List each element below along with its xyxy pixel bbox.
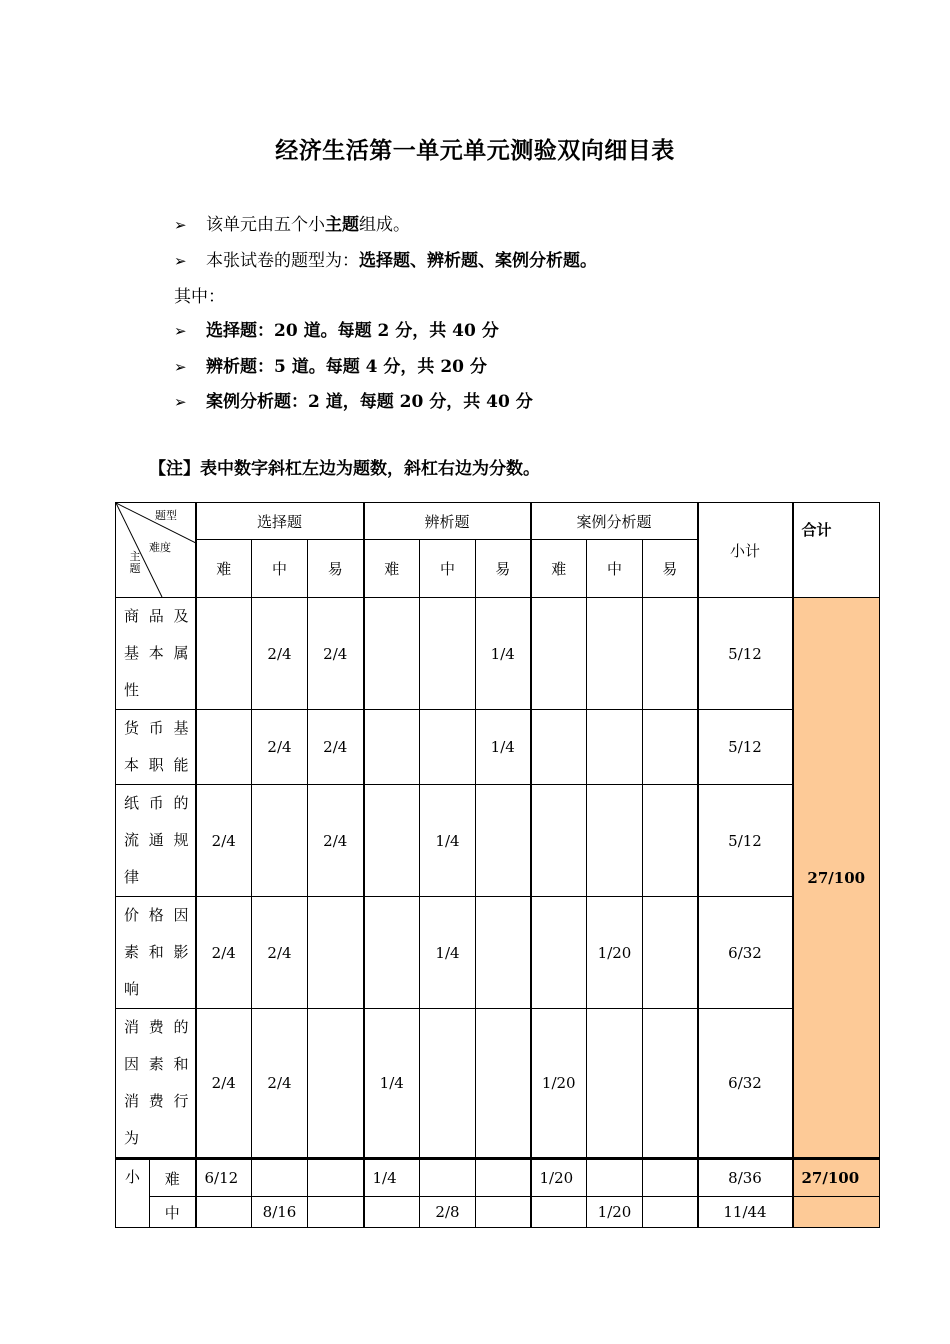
summary-total	[793, 1197, 880, 1228]
score-cell: 2/4	[308, 785, 364, 897]
summary-cell	[308, 1159, 364, 1197]
summary-cell	[476, 1159, 531, 1197]
summary-cell: 8/16	[252, 1197, 308, 1228]
spec-table	[115, 502, 880, 1228]
summary-row	[116, 1159, 880, 1197]
score-cell: 1/20	[587, 897, 643, 1009]
table-row	[116, 710, 880, 785]
score-cell: 1/4	[476, 710, 531, 785]
intro-text: 案例分析题：2 道，每题 20 分，共 40 分	[206, 392, 533, 412]
topic-cell: 货 币 基 本职能	[116, 710, 196, 785]
bullet-arrow-icon: ➢	[174, 252, 187, 270]
score-cell: 1/4	[420, 785, 476, 897]
summary-cell: 1/4	[364, 1159, 420, 1197]
score-cell	[364, 785, 420, 897]
table-row	[116, 897, 880, 1009]
score-cell	[643, 710, 698, 785]
topic-cell: 价 格 因 素 和 影 响	[116, 897, 196, 1009]
intro-line	[174, 282, 225, 307]
score-cell	[643, 1009, 698, 1159]
summary-cell	[476, 1197, 531, 1228]
corner-difficulty-label: 难度	[149, 541, 171, 554]
intro-line	[174, 210, 410, 235]
score-cell	[308, 1009, 364, 1159]
intro-line	[174, 387, 533, 412]
level-header: 易	[476, 540, 531, 598]
intro-line	[174, 352, 487, 377]
score-cell	[476, 897, 531, 1009]
level-header: 难	[196, 540, 252, 598]
score-cell: 2/4	[196, 1009, 252, 1159]
table-row	[116, 785, 880, 897]
score-cell	[364, 598, 420, 710]
score-cell: 1/4	[476, 598, 531, 710]
page-title: 经济生活第一单元单元测验双向细目表	[275, 138, 675, 164]
intro-text: 辨析题：5 道。每题 4 分，共 20 分	[206, 357, 487, 377]
level-header: 中	[587, 540, 643, 598]
summary-subtotal: 8/36	[698, 1159, 793, 1197]
score-cell: 2/4	[252, 598, 308, 710]
bullet-arrow-icon: ➢	[174, 393, 187, 411]
corner-type-label: 题型	[155, 509, 177, 522]
score-cell: 2/4	[196, 897, 252, 1009]
subtotal-cell: 6/32	[698, 1009, 793, 1159]
group-header-case: 案例分析题	[531, 503, 698, 540]
subtotal-cell: 5/12	[698, 785, 793, 897]
score-cell	[531, 598, 587, 710]
subtotal-cell: 5/12	[698, 598, 793, 710]
intro-text: 本张试卷的题型为：	[206, 251, 359, 271]
level-header: 中	[420, 540, 476, 598]
score-cell	[531, 710, 587, 785]
score-cell	[364, 710, 420, 785]
score-cell	[643, 598, 698, 710]
summary-cell: 1/20	[587, 1197, 643, 1228]
bullet-arrow-icon: ➢	[174, 322, 187, 340]
corner-topic-label: 主题	[129, 550, 141, 575]
score-cell	[531, 785, 587, 897]
subtotal-cell: 6/32	[698, 897, 793, 1009]
summary-cell	[643, 1197, 698, 1228]
group-header-choice: 选择题	[196, 503, 364, 540]
table-row	[116, 598, 880, 710]
summary-subtotal: 11/44	[698, 1197, 793, 1228]
score-cell: 1/4	[364, 1009, 420, 1159]
score-cell	[476, 785, 531, 897]
summary-cell	[196, 1197, 252, 1228]
summary-label: 小	[116, 1159, 150, 1228]
grand-total-cell: 27/100	[793, 598, 880, 1159]
score-cell	[531, 897, 587, 1009]
score-cell: 1/20	[531, 1009, 587, 1159]
table-row	[116, 1009, 880, 1159]
score-cell	[420, 710, 476, 785]
subtotal-cell: 5/12	[698, 710, 793, 785]
summary-cell	[364, 1197, 420, 1228]
summary-cell	[308, 1197, 364, 1228]
intro-text: 该单元由五个小	[206, 215, 325, 235]
group-header-analysis: 辨析题	[364, 503, 531, 540]
subtotal-header: 小计	[698, 503, 793, 598]
intro-text: 其中：	[174, 287, 225, 307]
score-cell	[643, 897, 698, 1009]
total-header: 合计	[793, 503, 880, 598]
summary-cell: 6/12	[196, 1159, 252, 1197]
summary-row	[116, 1197, 880, 1228]
score-cell	[587, 598, 643, 710]
score-cell	[643, 785, 698, 897]
topic-cell: 消 费 的 因 素 和 消 费 行 为	[116, 1009, 196, 1159]
level-header: 中	[252, 540, 308, 598]
score-cell	[587, 710, 643, 785]
score-cell: 2/4	[252, 1009, 308, 1159]
score-cell: 2/4	[308, 710, 364, 785]
summary-cell	[252, 1159, 308, 1197]
level-header: 难	[364, 540, 420, 598]
score-cell	[252, 785, 308, 897]
table-note: 【注】表中数字斜杠左边为题数，斜杠右边为分数。	[149, 459, 540, 479]
score-cell	[308, 897, 364, 1009]
level-header: 易	[643, 540, 698, 598]
level-header: 难	[531, 540, 587, 598]
summary-total: 27/100	[793, 1159, 880, 1197]
score-cell	[420, 598, 476, 710]
topic-cell: 纸 币 的 流 通 规 律	[116, 785, 196, 897]
summary-cell: 2/8	[420, 1197, 476, 1228]
score-cell: 1/4	[420, 897, 476, 1009]
bullet-arrow-icon: ➢	[174, 358, 187, 376]
topic-cell: 商 品 及 基 本 属 性	[116, 598, 196, 710]
score-cell	[196, 598, 252, 710]
intro-text: 组成。	[359, 215, 410, 235]
intro-text: 主题	[325, 215, 359, 235]
summary-cell	[587, 1159, 643, 1197]
summary-level: 中	[150, 1197, 196, 1228]
score-cell: 2/4	[252, 897, 308, 1009]
score-cell	[196, 710, 252, 785]
summary-cell: 1/20	[531, 1159, 587, 1197]
table-corner-header	[116, 503, 196, 598]
score-cell	[420, 1009, 476, 1159]
score-cell	[476, 1009, 531, 1159]
intro-text: 选择题：20 道。每题 2 分，共 40 分	[206, 321, 499, 341]
score-cell	[587, 785, 643, 897]
score-cell	[364, 897, 420, 1009]
summary-cell	[420, 1159, 476, 1197]
bullet-arrow-icon: ➢	[174, 216, 187, 234]
score-cell: 2/4	[252, 710, 308, 785]
intro-line	[174, 246, 597, 271]
score-cell: 2/4	[308, 598, 364, 710]
intro-line	[174, 316, 499, 341]
intro-text: 选择题、辨析题、案例分析题。	[359, 251, 597, 271]
score-cell: 2/4	[196, 785, 252, 897]
score-cell	[587, 1009, 643, 1159]
level-header: 易	[308, 540, 364, 598]
summary-level: 难	[150, 1159, 196, 1197]
summary-cell	[531, 1197, 587, 1228]
summary-cell	[643, 1159, 698, 1197]
